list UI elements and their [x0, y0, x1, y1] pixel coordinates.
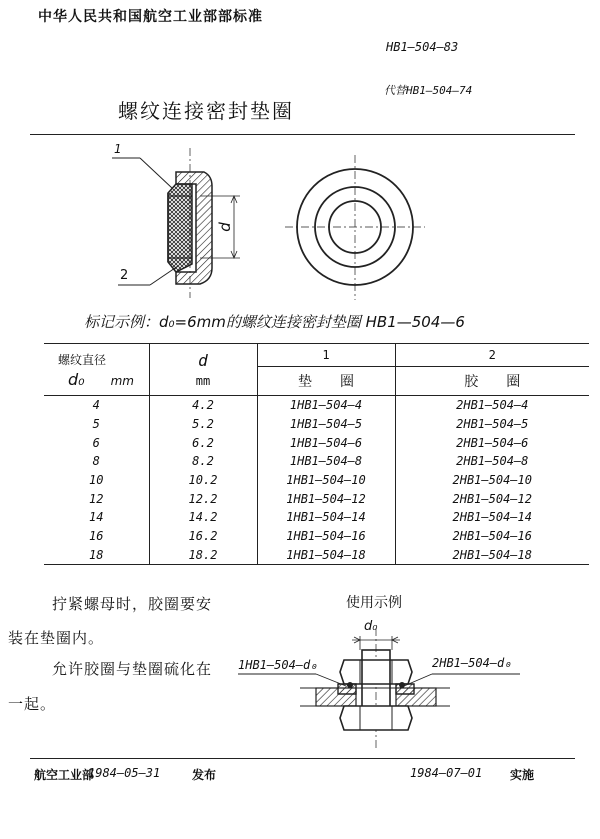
cell-d: 6.2: [149, 433, 257, 452]
note-line-4: 一起。: [8, 695, 57, 713]
header-col1-num: 1: [257, 344, 395, 367]
front-view: [285, 155, 425, 300]
cell-ring-code: 2HB1—504—5: [395, 415, 589, 434]
header-thread-unit: mm: [110, 373, 134, 388]
dimension-d: d: [215, 222, 234, 232]
note-line-3: 允许胶圈与垫圈硫化在: [52, 660, 213, 678]
cell-d: 12.2: [149, 489, 257, 508]
standard-number: HB1—504—83: [386, 40, 459, 54]
cell-d: 10.2: [149, 471, 257, 490]
cell-d: 5.2: [149, 415, 257, 434]
callout-1: 1: [114, 142, 122, 156]
note-line-1: 拧紧螺母时，胶圈要安: [52, 595, 213, 613]
header-col2-num: 2: [395, 344, 589, 367]
table-row: [44, 546, 589, 565]
table-row: [44, 452, 589, 471]
cell-washer-code: 1HB1—504—8: [257, 452, 395, 471]
cell-ring-code: 2HB1—504—6: [395, 433, 589, 452]
footer-rule: [30, 758, 575, 759]
header-d-unit: mm: [195, 374, 211, 388]
cell-washer-code: 1HB1—504—18: [257, 546, 395, 565]
document-title: 螺纹连接密封垫圈: [118, 99, 294, 123]
usage-label-ring: 2HB1—504—d₀: [432, 656, 512, 670]
usage-title: 使用示例: [346, 595, 402, 611]
header-rubber-ring: 胶 圈: [395, 367, 589, 396]
usage-label-washer: 1HB1—504—d₀: [238, 658, 318, 672]
cell-washer-code: 1HB1—504—4: [257, 396, 395, 415]
cell-d: 18.2: [149, 546, 257, 565]
cell-ring-code: 2HB1—504—10: [395, 471, 589, 490]
footer-effective: 实施: [510, 768, 535, 782]
table-row: [44, 471, 589, 490]
footer-issuer: 航空工业部: [34, 768, 95, 782]
cell-d: 4.2: [149, 396, 257, 415]
cell-d: 14.2: [149, 508, 257, 527]
cell-washer-code: 1HB1—504—12: [257, 489, 395, 508]
cell-ring-code: 2HB1—504—8: [395, 452, 589, 471]
footer-effective-date: 1984—07—01: [410, 766, 483, 780]
header-d-symbol: d: [198, 351, 208, 370]
cell-ring-code: 2HB1—504—12: [395, 489, 589, 508]
table-row: [44, 527, 589, 546]
cell-ring-code: 2HB1—504—18: [395, 546, 589, 565]
header-washer: 垫 圈: [257, 367, 395, 396]
cell-d0: 14: [44, 508, 149, 527]
cell-d0: 12: [44, 489, 149, 508]
cell-ring-code: 2HB1—504—14: [395, 508, 589, 527]
cell-washer-code: 1HB1—504—14: [257, 508, 395, 527]
table-row: [44, 415, 589, 434]
cell-d0: 18: [44, 546, 149, 565]
cell-washer-code: 1HB1—504—6: [257, 433, 395, 452]
header-thread-label: 螺纹直径: [58, 352, 107, 367]
cell-ring-code: 2HB1—504—4: [395, 396, 589, 415]
header-thread-symbol: d₀: [68, 369, 85, 389]
cell-d: 8.2: [149, 452, 257, 471]
footer-issue-date: 1984—05—31: [88, 766, 161, 780]
table-row: [44, 489, 589, 508]
cell-d0: 8: [44, 452, 149, 471]
cell-ring-code: 2HB1—504—16: [395, 527, 589, 546]
usage-dim-d0: d₀: [364, 619, 378, 634]
footer-issued: 发布: [192, 768, 217, 782]
cell-washer-code: 1HB1—504—10: [257, 471, 395, 490]
callout-2: 2: [120, 268, 129, 283]
table-row: [44, 396, 589, 415]
header-rule: [30, 134, 575, 135]
replaces-standard: 代替HB1—504—74: [384, 84, 473, 97]
table-row: [44, 508, 589, 527]
usage-drawing: [0, 620, 600, 760]
cell-d0: 16: [44, 527, 149, 546]
cell-d: 16.2: [149, 527, 257, 546]
cell-d0: 5: [44, 415, 149, 434]
cell-washer-code: 1HB1—504—5: [257, 415, 395, 434]
table-row: [44, 433, 589, 452]
note-line-2: 装在垫圈内。: [8, 629, 105, 647]
cell-washer-code: 1HB1—504—16: [257, 527, 395, 546]
marking-example: 标记示例：d₀=6mm的螺纹连接密封垫圈 HB1—504—6: [84, 313, 465, 331]
cell-d0: 6: [44, 433, 149, 452]
washer-drawing: [0, 140, 600, 310]
cell-d0: 4: [44, 396, 149, 415]
issuing-organization: 中华人民共和国航空工业部部标准: [38, 9, 263, 25]
spec-table-body: [44, 396, 589, 565]
cell-d0: 10: [44, 471, 149, 490]
spec-table: [44, 343, 589, 565]
